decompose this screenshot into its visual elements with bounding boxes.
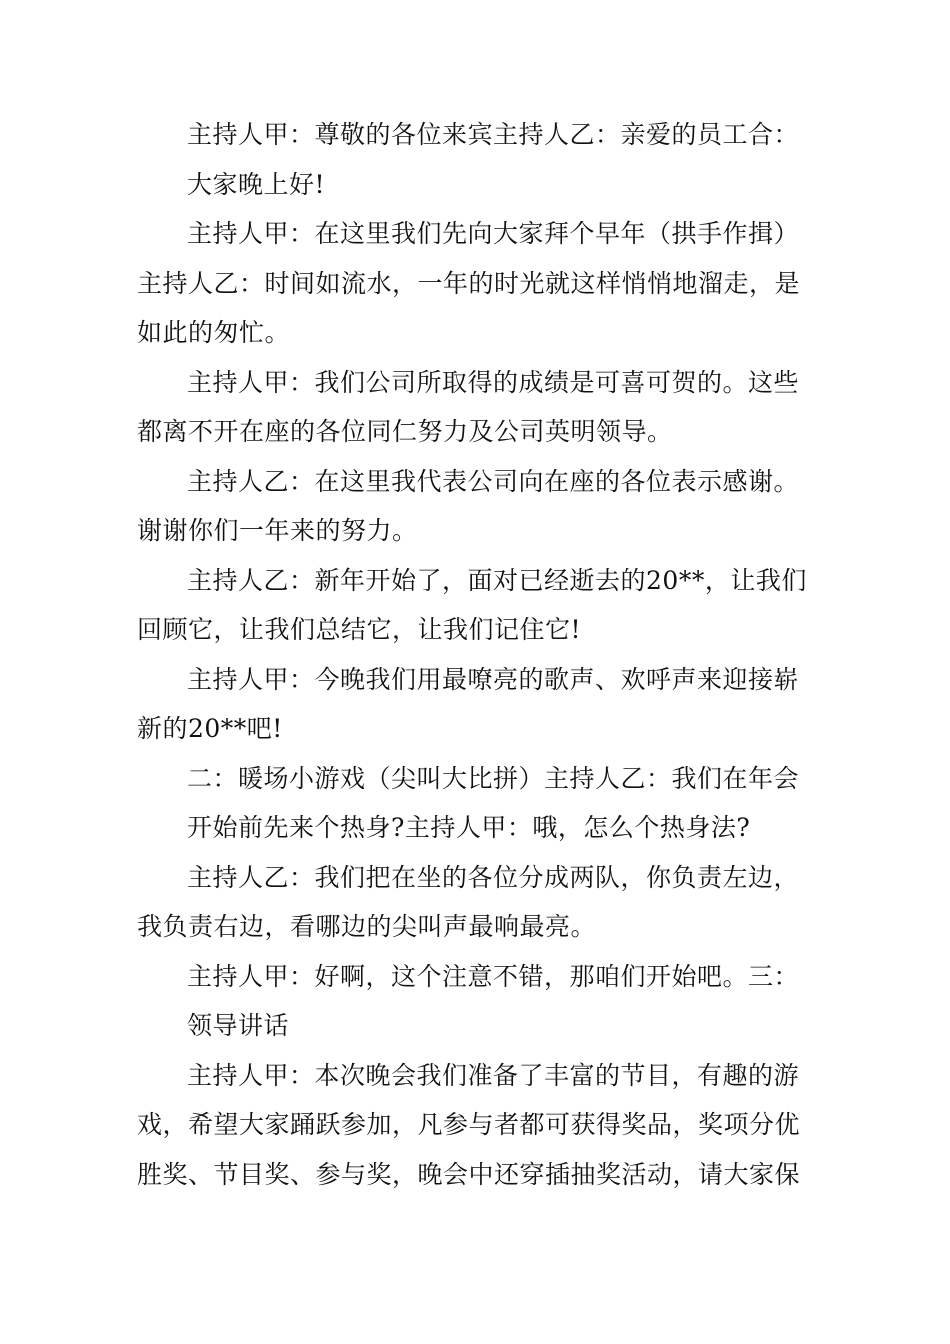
text-line: 主持人乙：时间如流水，一年的时光就这样悄悄地溜走，是 — [137, 268, 801, 298]
text-line: 主持人乙：在这里我代表公司向在座的各位表示感谢。 — [187, 466, 800, 496]
text-line: 谢谢你们一年来的努力。 — [137, 516, 418, 545]
text-line: 主持人甲：我们公司所取得的成绩是可喜可贺的。这些 — [187, 367, 800, 397]
document-body — [137, 110, 807, 1199]
text-line: 大家晚上好! — [187, 169, 326, 199]
text-line: 主持人甲：好啊，这个注意不错，那咱们开始吧。三： — [187, 961, 800, 991]
text-line: 主持人甲：本次晚会我们准备了丰富的节目，有趣的游 — [187, 1060, 800, 1090]
text-line: 新的20**吧! — [137, 714, 283, 743]
text-line: 领导讲话 — [187, 1011, 290, 1040]
text-line: 回顾它，让我们总结它，让我们记住它! — [137, 615, 582, 644]
text-line: 戏，希望大家踊跃参加，凡参与者都可获得奖品，奖项分优 — [137, 1110, 801, 1139]
text-line: 如此的匆忙。 — [137, 318, 291, 347]
text-line: 都离不开在座的各位同仁努力及公司英明领导。 — [137, 417, 673, 446]
text-line: 二：暖场小游戏（尖叫大比拼）主持人乙：我们在年会 — [187, 763, 800, 793]
text-line: 主持人乙：我们把在坐的各位分成两队，你负责左边， — [187, 862, 800, 892]
text-line: 主持人甲：在这里我们先向大家拜个早年（拱手作揖） — [187, 219, 800, 248]
text-line: 开始前先来个热身?主持人甲：哦，怎么个热身法? — [187, 813, 751, 842]
text-line: 主持人乙：新年开始了，面对已经逝去的20**，让我们 — [187, 565, 807, 595]
text-line: 主持人甲：今晚我们用最嘹亮的歌声、欢呼声来迎接崭 — [187, 664, 800, 694]
text-line: 胜奖、节目奖、参与奖，晚会中还穿插抽奖活动，请大家保 — [137, 1159, 801, 1189]
text-line: 我负责右边，看哪边的尖叫声最响最亮。 — [137, 912, 597, 941]
text-line: 主持人甲：尊敬的各位来宾主持人乙：亲爱的员工合： — [187, 120, 800, 149]
